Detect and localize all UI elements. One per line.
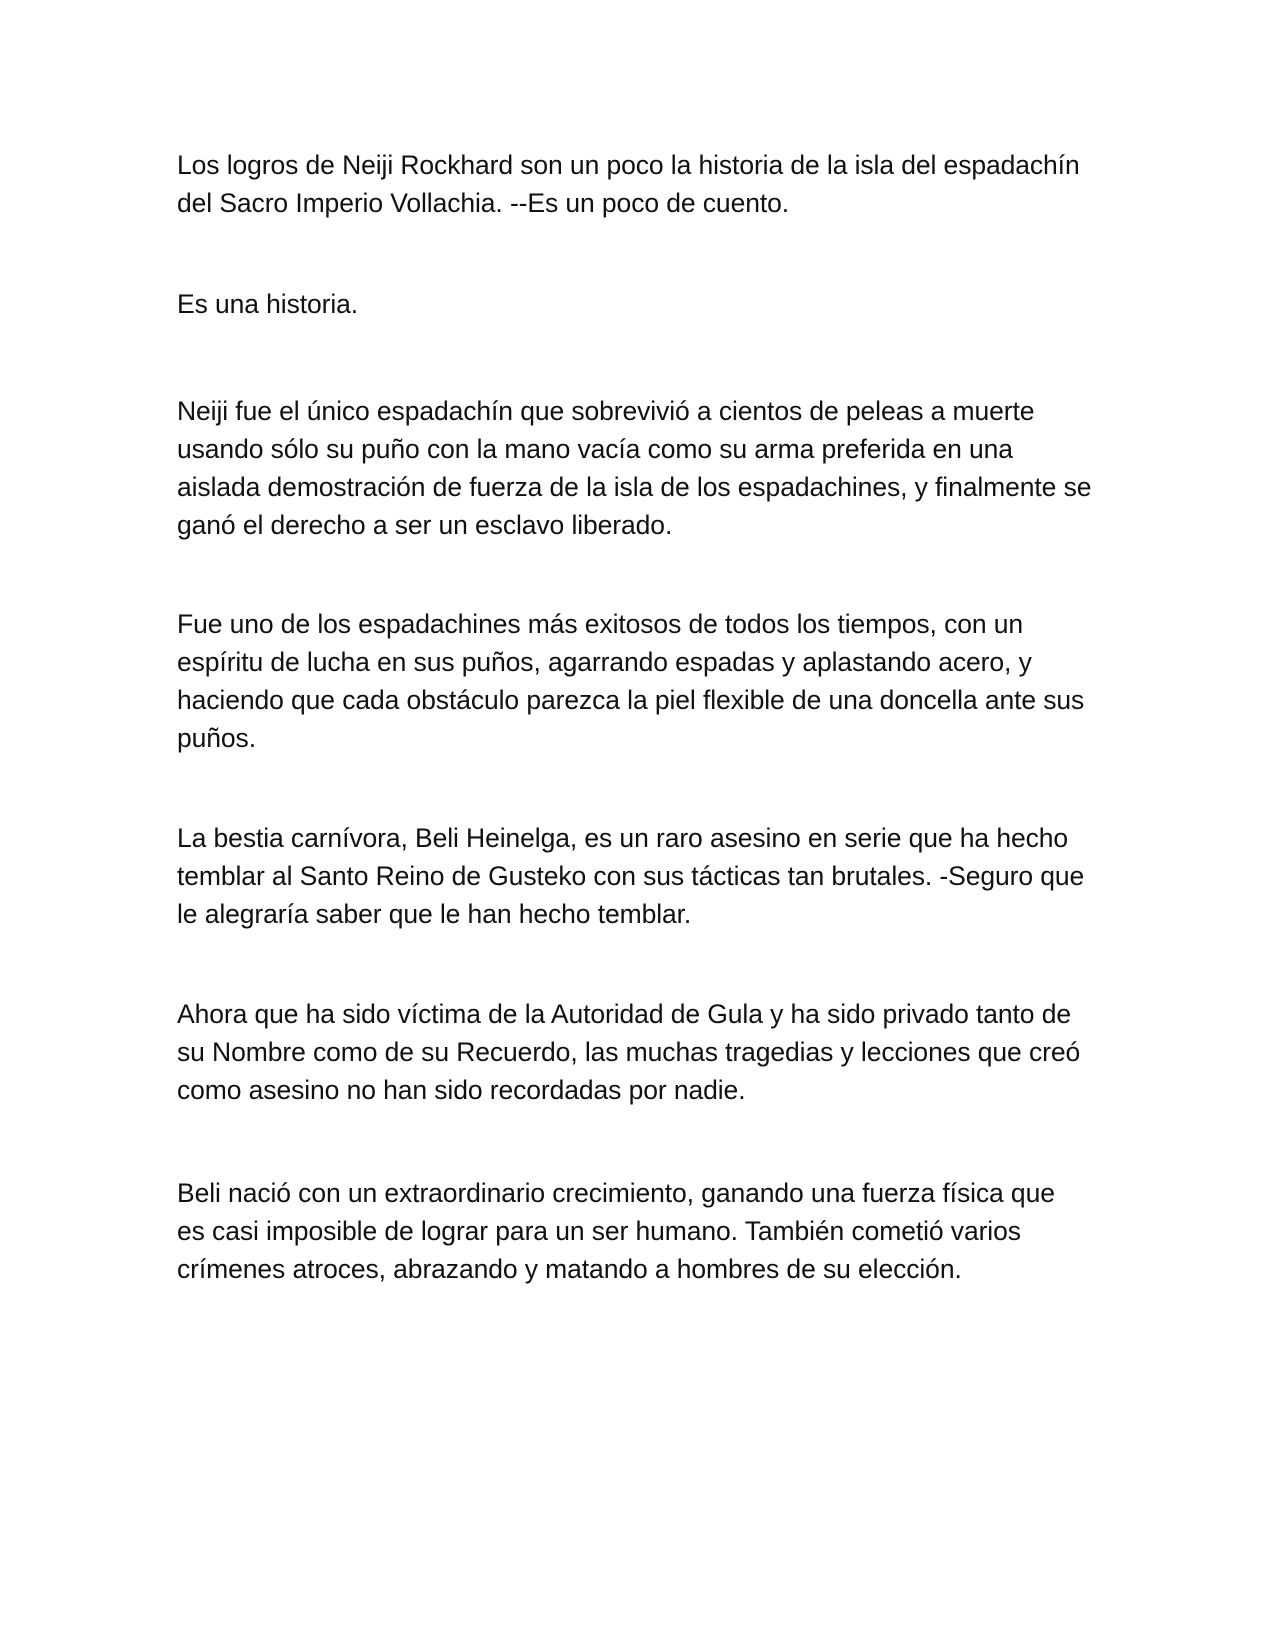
paragraph-line: aislada demostración de fuerza de la isla de los espadachines, y finalmente se	[177, 472, 1092, 502]
paragraph-line: le alegraría saber que le han hecho temblar.	[177, 899, 692, 929]
paragraph-line: Los logros de Neiji Rockhard son un poco la historia de la isla del espadachín	[177, 150, 1080, 180]
paragraph-line: usando sólo su puño con la mano vacía como su arma preferida en una	[177, 434, 1013, 464]
paragraph-line: haciendo que cada obstáculo parezca la piel flexible de una doncella ante sus	[177, 685, 1085, 715]
paragraph-2	[177, 285, 1117, 323]
paragraph-line: como asesino no han sido recordadas por nadie.	[177, 1075, 746, 1105]
paragraph-line: Fue uno de los espadachines más exitosos de todos los tiempos, con un	[177, 609, 1024, 639]
paragraph-line: su Nombre como de su Recuerdo, las muchas tragedias y lecciones que creó	[177, 1037, 1081, 1067]
paragraph-line: ganó el derecho a ser un esclavo liberado.	[177, 510, 673, 540]
paragraph-line: Beli nació con un extraordinario crecimiento, ganando una fuerza física que	[177, 1178, 1055, 1208]
paragraph-line: temblar al Santo Reino de Gusteko con sus tácticas tan brutales. -Seguro que	[177, 861, 1085, 891]
paragraph-line: es casi imposible de lograr para un ser humano. También cometió varios	[177, 1216, 1021, 1246]
paragraph-4	[177, 605, 1117, 757]
paragraph-line: Neiji fue el único espadachín que sobrevivió a cientos de peleas a muerte	[177, 396, 1035, 426]
paragraph-6	[177, 995, 1117, 1109]
paragraph-line: del Sacro Imperio Vollachia. --Es un poco de cuento.	[177, 188, 790, 218]
paragraph-3	[177, 392, 1117, 544]
paragraph-line: espíritu de lucha en sus puños, agarrando espadas y aplastando acero, y	[177, 647, 1032, 677]
paragraph-line: Ahora que ha sido víctima de la Autoridad de Gula y ha sido privado tanto de	[177, 999, 1071, 1029]
paragraph-1	[177, 146, 1117, 222]
paragraph-7	[177, 1174, 1117, 1288]
paragraph-line: La bestia carnívora, Beli Heinelga, es un raro asesino en serie que ha hecho	[177, 823, 1069, 853]
paragraph-line: Es una historia.	[177, 289, 359, 319]
paragraph-line: puños.	[177, 723, 256, 753]
paragraph-5	[177, 819, 1117, 933]
paragraph-line: crímenes atroces, abrazando y matando a hombres de su elección.	[177, 1254, 962, 1284]
